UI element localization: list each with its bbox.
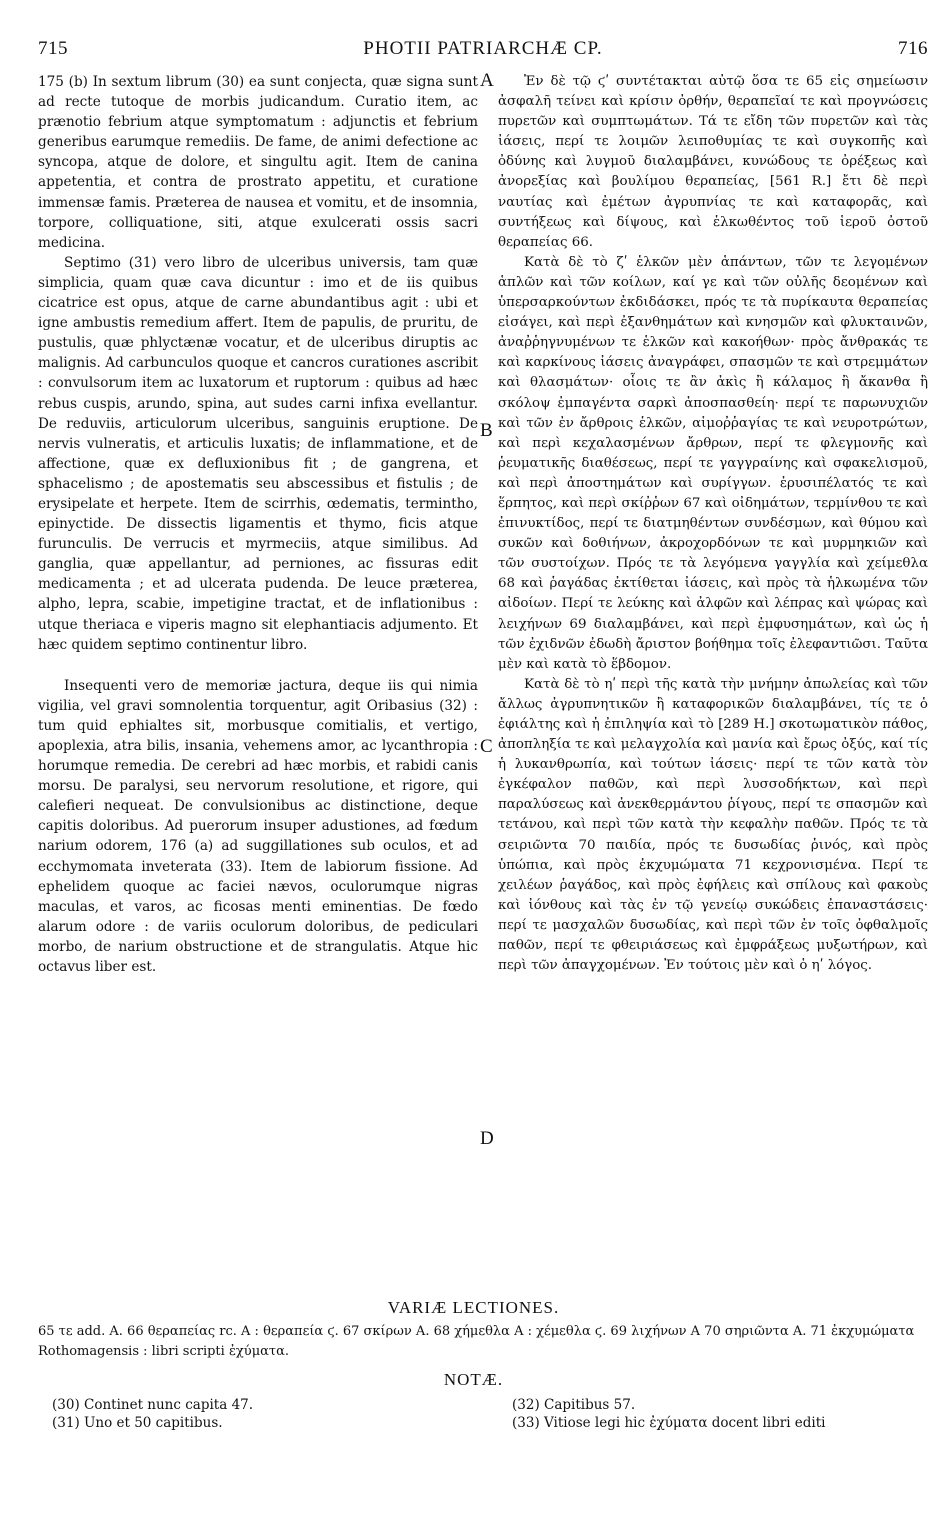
page-number-right: 716 <box>898 38 928 59</box>
note-33: (33) Vitiose legi hic ἐχύματα docent libri editi <box>512 1415 826 1431</box>
latin-paragraph-2: Septimo (31) vero libro de ulceribus universis, tam quæ simplicia, quam quæ cava dicuntur : imo et de iis quibus cicatrice est opus, atque de carne abundantibus agit : ubi et igne ambustis remedium affert. Item de papulis, de pruritu, de pustulis, quæ phlyctænæ vocatur, et de ulceribus diruptis ac malignis. Ad carbunculos quoque et cancros curationes ascribit : convulsorum item ac luxatorum et ruptorum : quibus ad hæc rebus cuspis, arundo, spina, aut sudes carni infixa evellantur. De reduviis, articulorum ulceribus, sanguinis eruptione. De nervis vulneratis, et articulis luxatis; de inflammatione, et de affectione, quæ ex defluxionibus fit ; de gangrena, et sphacelismo ; de apostematis seu abscessibus et fistulis ; de erysipelate et herpete. Item de scirrhis, œdematis, terminthо, epinyctide. De dissectis ligamentis et thymo, ficis atque furunculis. De verrucis et myrmeciis, atque similibus. Ad ganglia, quæ appellantur, ad perniones, ac fissuras edit medicamenta ; et ad ulcerata pudenda. De leuce præterea, alpho, lepra, scabie, impetigine tractat, et de inflationibus : utque theriaca e viperis magno sit elephantiacis adjumento. Et hæc quidem septimo continentur libro. <box>38 254 478 653</box>
greek-column <box>498 72 928 976</box>
note-31: (31) Uno et 50 capitibus. <box>52 1415 223 1431</box>
page-number-left: 715 <box>38 38 68 59</box>
notes-right <box>512 1396 932 1432</box>
greek-paragraph-2: Κατὰ δὲ τὸ ζʹ ἑλκῶν μὲν ἁπάντων, τῶν τε λεγομένων ἁπλῶν καὶ τῶν κοίλων, καί γε καὶ τῶν οὐλῆς δεομένων καὶ ὑπερσαρκούντων ἐκδιδάσκει, πρός τε τὰ πυρίκαυτα θεραπείας εἰσάγει, καὶ περὶ ἐξανθημάτων καὶ κνησμῶν καὶ φλυκταινῶν, ἀναῤῥηγνυμένων τε ἑλκῶν καὶ κακοήθων· πρὸς ἄνθρακάς τε καὶ καρκίνους ἰάσεις ἀναγράφει, σπασμῶν τε καὶ στρεμμάτων καὶ θλασμάτων· οἷοις τε ἂν ἀκὶς ἢ κάλαμος ἢ ἄκανθα ἢ σκόλοψ ἐμπαγέντα σαρκὶ ἀποσπασθείη· περί τε παρωνυχιῶν καὶ τῶν ἐν ἄρθροις ἑλκῶν, αἱμοῤῥαγίας τε καὶ νευροτρώτων, καὶ περὶ κεχαλασμένων ἄρθρων, περί τε φλεγμονῆς καὶ ῥευματικῆς διαθέσεως, περί τε γαγγραίνης καὶ σφακελισμοῦ, καὶ περὶ ἀποστημάτων καὶ συρίγγων. ἐρυσιπέλατός τε καὶ ἕρπητος, καὶ περὶ σκίῤῥων 67 καὶ οἰδημάτων, τερμίνθου τε καὶ ἐπινυκτίδος, περί τε διατμηθέντων συνδέσμων, καὶ θύμου καὶ συκῶν καὶ δοθιήνων, ἀκροχορδόνων τε καὶ μυρμηκιῶν καὶ τῶν συστοίχων. Πρός τε τὰ λεγόμενα γαγγλία καὶ χείμεθλα 68 καὶ ῥαγάδας ἐκτίθεται ἰάσεις, καὶ πρὸς τὰ ἡλκωμένα τῶν αἰδοίων. Περί τε λεύκης καὶ ἀλφῶν καὶ λέπρας καὶ ψώρας καὶ λειχήνων 69 διαλαμβάνει, καὶ περὶ ἐμφυσημάτων, καὶ ὡς ἡ τῶν ἐχιδνῶν ἐδωδὴ ἄριστον βοήθημα τοῖς ἐλεφαντιῶσι. Ταῦτα μὲν καὶ κατὰ τὸ ἕβδομον. <box>498 254 928 672</box>
notae-heading: NOTÆ. <box>443 1370 504 1389</box>
note-30: (30) Continet nunc capita 47. <box>52 1397 254 1413</box>
margin-marker-d: D <box>480 1128 494 1149</box>
variae-lectiones-heading: VARIÆ LECTIONES. <box>387 1298 560 1317</box>
margin-marker-c: C <box>480 736 493 757</box>
greek-paragraph-1: Ἐν δὲ τῷ ϛʹ συντέτακται αὐτῷ ὅσα τε 65 εἰς σημείωσιν ἀσφαλῆ τείνει καὶ κρίσιν ὀρθήν, θεραπεῖαί τε καὶ προγνώσεις πυρετῶν καὶ συμπτωμάτων. Τά τε εἴδη τῶν πυρετῶν καὶ τὰς ἰάσεις, περί τε λοιμῶν λειποθυμίας τε καὶ συγκοπῆς καὶ ὀδύνης καὶ λυγμοῦ διαλαμβάνει, κυνώδους τε ὀρέξεως καὶ ἀνορεξίας καὶ βουλίμου θεραπείας, [561 R.] ἔτι δὲ περὶ ναυτίας καὶ ἐμέτων ἀγρυπνίας τε καὶ καταφορᾶς, καὶ συντήξεως καὶ δίψους, καὶ ἑλκωθέντος τοῦ ἱεροῦ ὀστοῦ θεραπείας 66. <box>498 74 928 250</box>
variae-lectiones-text: 65 τε add. A. 66 θεραπείας rc. A : θεραπεία ϛ. 67 σκίρων A. 68 χήμεθλα A : χέμεθλα ϛ. 69 λιχήνων A 70 σηριῶντα A. 71 ἐκχυμώματα Rothomagensis : libri scripti ἐχύματα. <box>38 1324 915 1359</box>
page-header <box>38 38 928 62</box>
margin-marker-b: B <box>480 420 493 441</box>
running-title: PHOTII PATRIARCHÆ CP. <box>363 38 603 59</box>
greek-paragraph-3: Κατὰ δὲ τὸ ηʹ περὶ τῆς κατὰ τὴν μνήμην ἀπωλείας καὶ τῶν ἄλλως ἀγρυπνητικῶν ἢ καταφορικῶν διαλαμβάνει, τίς τε ὁ ἐφιάλτης καὶ ἡ ἐπιληψία καὶ τὸ [289 H.] σκοτωματικὸν πάθος, ἀποπληξία τε καὶ μελαγχολία καὶ μανία καὶ ἔρως ὀξύς, καί τίς ἡ λυκανθρωπία, καὶ τούτων ἰάσεις· περί τε τῶν κατὰ τὸν ἐγκέφαλον παθῶν, καὶ περὶ λυσσοδήκτων, καὶ περὶ παραλύσεως καὶ ἀνεκθερμάντου ῥίγους, περί τε σπασμῶν καὶ τετάνου, καὶ περὶ τῶν κατὰ τὴν κεφαλὴν παθῶν. Πρός τε τὰ σειριῶντα 70 παιδία, πρός τε δυσωδίας ῥινός, καὶ πρὸς ὑπώπια, καὶ πρὸς ἐκχυμώματα 71 κεχρονισμένα. Περί τε χειλέων ῥαγάδος, καὶ πρὸς ἐφήλεις καὶ σπίλους καὶ φακοὺς καὶ ἰόνθους καὶ τὰς ἐν τῷ γενείῳ συκώδεις ἐπαναστάσεις· περί τε μασχαλῶν δυσωδίας, καὶ περὶ τῶν ἐν τοῖς ὀφθαλμοῖς παθῶν, περί τε φθειριάσεως καὶ ἐμφράξεως μυξωτήρων, καὶ περὶ τῶν ἀπαγχομένων. Ἐν τούτοις μὲν καὶ ὁ ηʹ λόγος. <box>498 676 928 974</box>
note-32: (32) Capitibus 57. <box>512 1397 636 1413</box>
margin-marker-a: A <box>480 70 494 91</box>
latin-paragraph-1: 175 (b) In sextum librum (30) ea sunt conjecta, quæ signa sunt ad recte tutoque de morbis judicandum. Curatio item, ac prænotio febrium atque symptomatum : adjunctis et febrium generibus earumque remediis. De fame, de animi defectione ac syncopa, atque de dolore, et singultu agit. Item de canina appetentia, et contra de prostrato appetitu, et curatione immensæ famis. Præterea de nausea et vomitu, et de insomnia, torpore, colliquatione, siti, atque exulcerati ossis sacri medicina. <box>38 74 478 251</box>
latin-paragraph-3: Insequenti vero de memoriæ jactura, deque iis qui nimia vigilia, vel gravi somnolentia torquentur, agit Oribasius (32) : tum quid ephialtes sit, morbusque comitialis, et vertigo, apoplexia, atra bilis, insania, vehemens amor, ac lycanthropia : horumque remedia. De cerebri ad hæc morbis, et rabidi canis morsu. De paralysi, seu nervorum resolutione, et rigore, qui calefieri nequeat. De convulsionibus ac distinctione, deque capitis doloribus. Ad puerorum insuper adustiones, ad fœdum narium odorem, 176 (a) ad suggillationes sub oculos, et ad ecchymomata inveterata (33). Item de labiorum fissione. Ad ephelidem quoque ac faciei nævos, oculorumque nigras maculas, et varos, ac ficosas menti eminentias. De fœdo alarum odore : de variis oculorum doloribus, de pediculari morbo, de narium obstructione et de strangulatis. Atque hic octavus liber est. <box>38 677 478 976</box>
latin-column <box>38 72 478 977</box>
notes-left <box>52 1396 472 1432</box>
